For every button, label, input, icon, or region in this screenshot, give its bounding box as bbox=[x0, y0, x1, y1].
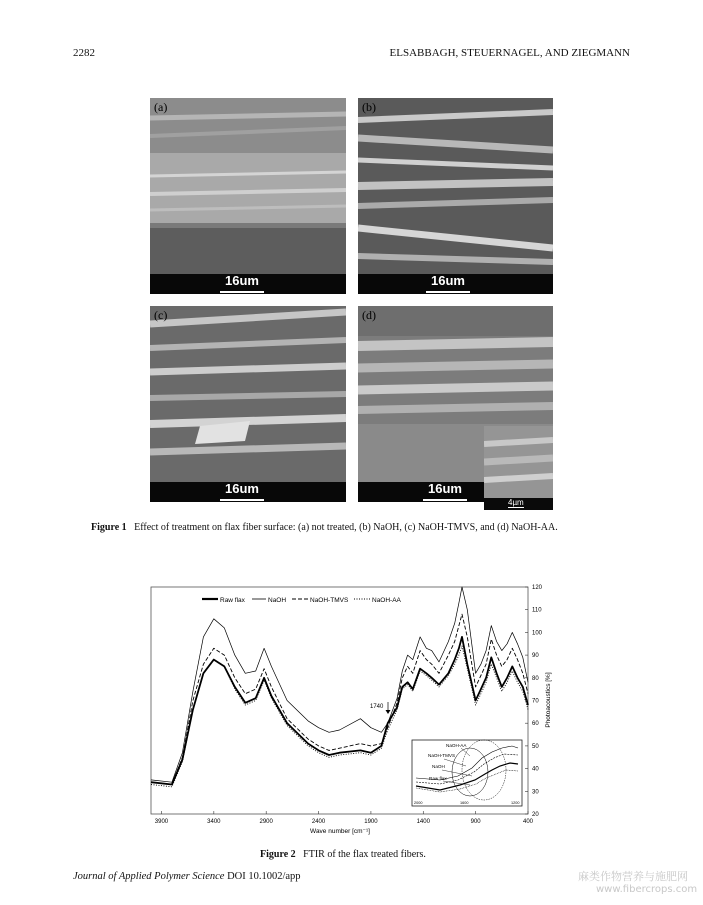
y-tick-label: 100 bbox=[532, 630, 543, 637]
page-number: 2282 bbox=[73, 47, 95, 59]
journal-footer bbox=[73, 871, 301, 882]
x-tick-label: 3900 bbox=[154, 819, 169, 825]
x-tick-label: 400 bbox=[522, 819, 534, 825]
panel-label-a: (a) bbox=[154, 100, 168, 114]
y-tick-label: 20 bbox=[532, 812, 539, 818]
y-tick-label: 80 bbox=[532, 675, 539, 682]
inset-xtick-1200: 1200 bbox=[511, 801, 520, 805]
y-tick-label: 50 bbox=[532, 743, 539, 750]
journal-doi: DOI 10.1002/app bbox=[227, 871, 301, 882]
inset-label-raw-flax: Raw flax bbox=[429, 776, 447, 781]
inset-xtick-2000: 2000 bbox=[414, 801, 423, 805]
y-tick-label: 120 bbox=[532, 585, 543, 591]
scale-label-c: 16um bbox=[220, 482, 264, 501]
y-tick-label: 110 bbox=[532, 607, 542, 614]
sem-image-a bbox=[150, 98, 346, 294]
scale-bar-a bbox=[150, 274, 346, 294]
panel-label-c: (c) bbox=[154, 308, 168, 322]
scale-bar-b bbox=[358, 274, 553, 294]
x-axis-title: Wave number [cm⁻¹] bbox=[310, 828, 370, 835]
figure1-caption-text: Effect of treatment on flax fiber surface: (a) not treated, (b) NaOH, (c) NaOH-TMVS, and (d) NaOH-AA. bbox=[134, 522, 558, 533]
inset-xtick-1600: 1600 bbox=[460, 801, 469, 805]
sem-image-b bbox=[358, 98, 553, 294]
annotation-1740: 1740 bbox=[370, 704, 384, 710]
y-tick-label: 60 bbox=[532, 721, 539, 728]
figure2-caption bbox=[260, 849, 426, 860]
legend-label-naoh-aa: NaOH-AA bbox=[372, 597, 401, 604]
legend-label-naoh-tmvs: NaOH-TMVS bbox=[310, 597, 349, 604]
scale-bar-c bbox=[150, 482, 346, 502]
inset-label-naoh: NaOH bbox=[432, 764, 445, 769]
sem-image-c bbox=[150, 306, 346, 502]
y-tick-label: 30 bbox=[532, 789, 539, 796]
x-tick-label: 3400 bbox=[207, 819, 221, 825]
journal-name: Journal of Applied Polymer Science bbox=[73, 871, 225, 882]
y-tick-label: 70 bbox=[532, 698, 539, 705]
ftir-inset bbox=[412, 740, 522, 806]
watermark-title: 麻类作物营养与施肥网 bbox=[578, 870, 688, 883]
inset-scale-label: 4µm bbox=[508, 498, 524, 507]
sem-panel-a bbox=[150, 98, 346, 294]
panel-label-b: (b) bbox=[362, 100, 376, 114]
y-axis-title: Photoacoustics [%] bbox=[545, 672, 552, 728]
legend-label-naoh: NaOH bbox=[268, 597, 287, 604]
figure1-caption-label: Figure 1 bbox=[91, 522, 127, 533]
figure2-caption-text: FTIR of the flax treated fibers. bbox=[303, 849, 426, 860]
x-tick-label: 2900 bbox=[259, 819, 273, 825]
sem-panel-b bbox=[358, 98, 553, 294]
figure1-caption bbox=[91, 522, 558, 533]
scale-label-d: 16um bbox=[423, 482, 467, 501]
sem-panel-c bbox=[150, 306, 346, 502]
inset-label-naoh-tmvs: NaOH-TMVS bbox=[428, 753, 456, 758]
figure2-caption-label: Figure 2 bbox=[260, 849, 296, 860]
x-tick-label: 900 bbox=[470, 819, 481, 825]
inset-scale-bar bbox=[484, 498, 553, 510]
scale-label-a: 16um bbox=[220, 274, 264, 293]
panel-label-d: (d) bbox=[362, 308, 376, 322]
x-tick-label: 2400 bbox=[311, 819, 326, 825]
legend-label-raw-flax: Raw flax bbox=[220, 597, 245, 604]
inset-frame bbox=[412, 740, 522, 806]
running-head-authors: ELSABBAGH, STEUERNAGEL, AND ZIEGMANN bbox=[389, 47, 630, 59]
y-tick-label: 90 bbox=[532, 653, 539, 660]
scale-label-b: 16um bbox=[426, 274, 470, 293]
inset-label-naoh-aa: NaOH-AA bbox=[446, 743, 467, 748]
watermark-url: www.fibercrops.com bbox=[596, 884, 698, 895]
ftir-chart bbox=[140, 580, 560, 840]
y-tick-label: 40 bbox=[532, 766, 539, 773]
sem-inset-d bbox=[484, 426, 553, 510]
x-tick-label: 1900 bbox=[364, 819, 378, 825]
x-tick-label: 1400 bbox=[416, 819, 430, 825]
